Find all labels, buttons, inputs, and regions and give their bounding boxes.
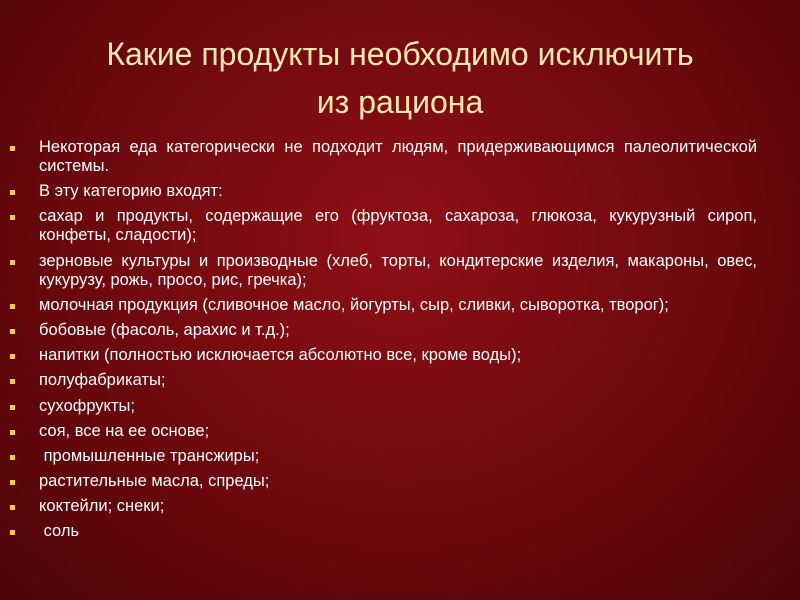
square-bullet-icon xyxy=(10,530,15,535)
list-item xyxy=(0,182,757,201)
list-item-text: напитки (полностью исключается абсолютно все, кроме воды); xyxy=(39,346,522,365)
list-item xyxy=(0,296,757,315)
list-item xyxy=(0,252,757,290)
list-item-text: промышленные трансжиры; xyxy=(39,446,260,465)
square-bullet-icon xyxy=(10,354,15,359)
list-item-text: зерновые культуры и производные (хлеб, торты, кондитерские изделия, макароны, овес, кукурузу, рожь, просо, рис, гречка); xyxy=(39,251,757,289)
list-item-text: Некоторая еда категорически не подходит людям, придерживающимся палеолитической системы. xyxy=(39,138,757,175)
list-item xyxy=(0,497,757,516)
square-bullet-icon xyxy=(10,405,15,410)
list-item-text: бобовые (фасоль, арахис и т.д.); xyxy=(39,320,290,339)
square-bullet-icon xyxy=(10,379,15,384)
list-item xyxy=(0,321,757,340)
list-item xyxy=(0,207,757,245)
slide-title xyxy=(20,30,780,126)
list-item xyxy=(0,447,757,466)
slide-title-line-2: из рациона xyxy=(316,84,484,120)
square-bullet-icon xyxy=(10,304,15,309)
list-item xyxy=(0,138,757,176)
slide-title-line-1: Какие продукты необходимо исключить xyxy=(106,36,694,72)
square-bullet-icon xyxy=(10,190,15,195)
list-item-text: соя, все на ее основе; xyxy=(39,421,210,440)
square-bullet-icon xyxy=(10,215,15,220)
list-item-text: В эту категорию входят: xyxy=(39,182,223,201)
square-bullet-icon xyxy=(10,329,15,334)
list-item xyxy=(0,472,757,491)
list-item-text: полуфабрикаты; xyxy=(39,371,166,390)
square-bullet-icon xyxy=(10,146,15,151)
list-item xyxy=(0,397,757,416)
square-bullet-icon xyxy=(10,505,15,510)
list-item-text: растительные масла, спреды; xyxy=(39,472,270,491)
list-item-text: сахар и продукты, содержащие его (фруктоза, сахароза, глюкоза, кукурузный сироп, конфеты, сладости); xyxy=(39,207,757,245)
list-item xyxy=(0,346,757,365)
list-item xyxy=(0,422,757,441)
list-item-text: молочная продукция (сливочное масло, йогурты, сыр, сливки, сыворотка, творог); xyxy=(39,295,669,314)
list-item-text: соль xyxy=(39,522,80,541)
square-bullet-icon xyxy=(10,480,15,485)
list-item xyxy=(0,371,757,390)
bullet-list xyxy=(0,138,800,548)
list-item xyxy=(0,522,757,541)
square-bullet-icon xyxy=(10,455,15,460)
list-item-text: сухофрукты; xyxy=(39,396,135,415)
square-bullet-icon xyxy=(10,260,15,265)
square-bullet-icon xyxy=(10,430,15,435)
list-item-text: коктейли; снеки; xyxy=(39,497,165,516)
